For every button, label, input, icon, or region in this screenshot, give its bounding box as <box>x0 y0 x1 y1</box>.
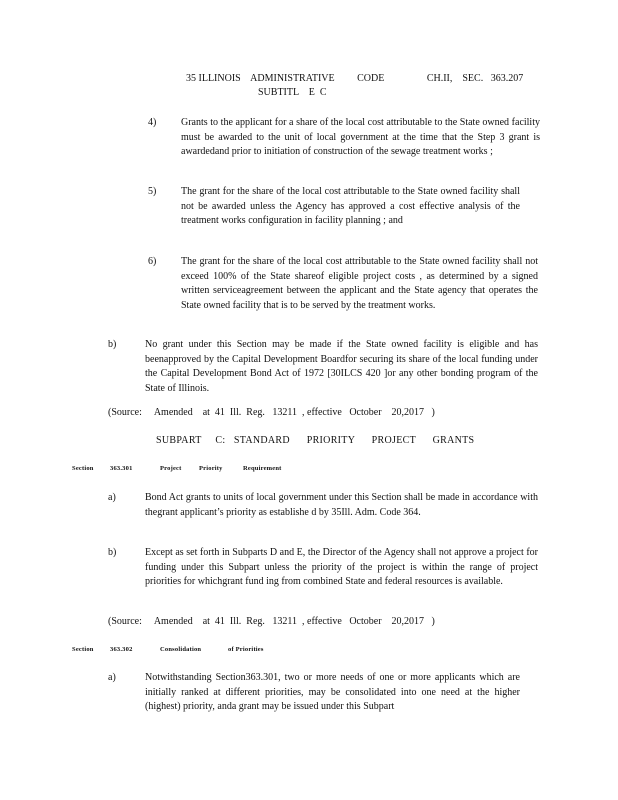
item-text: Notwithstanding Section363.301, two or more needs of one or more applicants which are initially ranked at different priorities, may be consolidated into one need at the higher (highest) priority, anda grant may be issued under this Subpart <box>145 672 520 712</box>
section-label: Section <box>72 465 94 472</box>
source-note-1: (Source: Amended at 41 Ill. Reg. 13211 , effective October 20,2017 ) <box>108 407 435 418</box>
paragraph-4 <box>148 116 540 160</box>
item-marker: 4) <box>148 117 157 128</box>
section-363-301-heading <box>72 465 292 475</box>
item-marker: b) <box>108 339 117 350</box>
item-text: Bond Act grants to units of local government under this Section shall be made in accordance with thegrant applicant’s priority as establishe d by 35Ill. Adm. Code 364. <box>145 492 538 518</box>
section-number: 363.301 <box>110 465 133 472</box>
item-text: The grant for the share of the local cost attributable to the State owned facility shall not exceed 100% of the State shareof eligible project costs , as determined by a signed written serviceagreement between the applicant and the State agency that operates the State owned facility that is to be served by the treatment works. <box>181 256 538 311</box>
item-text: The grant for the share of the local cost attributable to the State owned facility shall not be awarded unless the Agency has approved a cost effective analysis of the treatment works configuration in facility planning ; and <box>181 186 520 226</box>
section-363-302-heading <box>72 646 292 656</box>
section-301-paragraph-a <box>108 491 538 520</box>
header-line-2: SUBTITL E C <box>258 87 327 98</box>
section-title: Priority <box>199 465 223 472</box>
item-marker: 6) <box>148 256 157 267</box>
item-text: Except as set forth in Subparts D and E, the Director of the Agency shall not approve a project for funding under this Subpart unless the priority of the project is within the range of project priorities for whichgrant fund ing from combined State and federal resources is available. <box>145 547 538 587</box>
item-marker: b) <box>108 547 117 558</box>
section-302-paragraph-a <box>108 671 520 715</box>
page-header <box>186 72 546 100</box>
source-note-2: (Source: Amended at 41 Ill. Reg. 13211 , effective October 20,2017 ) <box>108 616 435 627</box>
section-title: Project <box>160 465 182 472</box>
section-301-paragraph-b <box>108 546 538 590</box>
item-marker: 5) <box>148 186 157 197</box>
item-marker: a) <box>108 672 116 683</box>
section-title: Consolidation <box>160 646 202 653</box>
item-text: Grants to the applicant for a share of the local cost attributable to the State owned facility must be awarded to the unit of local government at the time that the Step 3 grant is awardedand prior to initiation of construction of the sewage treatment works ; <box>181 117 540 157</box>
paragraph-5 <box>148 185 520 229</box>
section-title: of Priorities <box>228 646 264 653</box>
header-line-1: 35 ILLINOIS ADMINISTRATIVE CODE CH.II, SEC. 363.207 <box>186 73 524 84</box>
section-title: Requirement <box>243 465 282 472</box>
section-label: Section <box>72 646 94 653</box>
item-marker: a) <box>108 492 116 503</box>
subpart-heading: SUBPART C: STANDARD PRIORITY PROJECT GRANTS <box>156 435 475 446</box>
item-text: No grant under this Section may be made if the State owned facility is eligible and has beenapproved by the Capital Development Boardfor securing its share of the local funding under the Capital Development Bond Act of 1972 [30ILCS 420 ]or any other bonding program of the State of Illinois. <box>145 339 538 394</box>
paragraph-6 <box>148 255 538 313</box>
section-number: 363.302 <box>110 646 133 653</box>
paragraph-b <box>108 338 538 396</box>
